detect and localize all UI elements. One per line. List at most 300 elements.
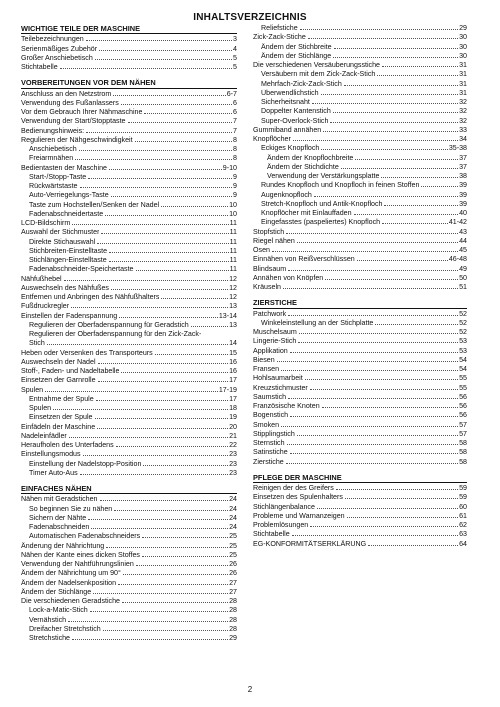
toc-dot-leader xyxy=(323,131,458,132)
toc-entry-title: Ändern der Nadelsenkposition xyxy=(21,578,117,587)
toc-entry-page: 38 xyxy=(459,172,467,180)
toc-entry-page: 58 xyxy=(459,448,467,457)
toc-entry[interactable] xyxy=(253,228,467,237)
toc-dot-leader xyxy=(142,556,228,557)
toc-dot-leader xyxy=(135,141,232,142)
toc-entry[interactable] xyxy=(253,521,467,530)
toc-entry[interactable] xyxy=(253,265,467,274)
toc-entry-page: 32 xyxy=(459,98,467,106)
toc-entry[interactable] xyxy=(21,127,237,136)
toc-entry-title: Einstellungsmodus xyxy=(21,450,81,459)
toc-entry[interactable] xyxy=(21,35,237,44)
toc-entry[interactable] xyxy=(253,117,467,126)
toc-entry-title: Stipplingstich xyxy=(253,429,295,438)
toc-entry[interactable] xyxy=(253,540,467,549)
toc-entry[interactable] xyxy=(21,238,237,247)
toc-dot-leader xyxy=(80,474,228,475)
toc-dot-leader xyxy=(72,224,228,225)
toc-entry[interactable] xyxy=(253,181,467,190)
toc-entry[interactable] xyxy=(21,616,237,625)
toc-entry-page: 56 xyxy=(459,392,467,401)
toc-entry-title: Ändern der Stichlänge xyxy=(261,51,332,60)
toc-entry-page: 61 xyxy=(459,511,467,520)
toc-entry-title: Lock-a-Matic-Stich xyxy=(29,606,88,615)
toc-dot-leader xyxy=(79,150,232,151)
toc-entry[interactable] xyxy=(21,376,237,385)
toc-entry-page: 13 xyxy=(229,302,237,311)
toc-section-heading: VORBEREITUNGEN VOR DEM NÄHEN xyxy=(21,78,237,88)
toc-entry-title: Nadeleinfädler xyxy=(21,431,67,440)
toc-entry-page: 17 xyxy=(229,376,237,385)
toc-dot-leader xyxy=(299,333,458,334)
toc-entry-page: 32 xyxy=(459,107,467,116)
toc-dot-leader xyxy=(287,444,459,445)
toc-entry-title: Nähen der Kante eines dicken Stoffes xyxy=(21,550,140,559)
toc-entry-page: 20 xyxy=(229,422,237,431)
toc-entry-title: Überwendlichstich xyxy=(261,88,319,97)
toc-entry[interactable] xyxy=(253,209,467,218)
toc-entry-page: 14 xyxy=(229,339,237,348)
toc-entry[interactable] xyxy=(21,423,237,432)
toc-dot-leader xyxy=(143,465,228,466)
toc-entry-page: 28 xyxy=(229,606,237,615)
toc-entry[interactable] xyxy=(21,201,237,210)
toc-entry[interactable] xyxy=(21,588,237,597)
toc-entry-page: 11 xyxy=(229,237,237,246)
toc-entry[interactable] xyxy=(253,274,467,283)
toc-entry-title: Nähen mit Geradstichen xyxy=(21,495,98,504)
toc-dot-leader xyxy=(330,122,458,123)
toc-entry[interactable] xyxy=(253,448,467,457)
toc-entry[interactable] xyxy=(21,349,237,358)
toc-entry-page: 54 xyxy=(459,355,467,364)
toc-dot-leader xyxy=(91,528,228,529)
toc-entry-page: 11 xyxy=(229,228,237,237)
toc-entry-page: 26 xyxy=(229,569,237,578)
toc-entry[interactable] xyxy=(253,89,467,98)
toc-entry-title: Fadenabschneiden xyxy=(29,523,90,531)
toc-entry-page: 52 xyxy=(459,318,467,327)
toc-entry[interactable] xyxy=(253,484,467,493)
toc-entry[interactable] xyxy=(21,469,237,478)
toc-entry[interactable] xyxy=(21,173,237,182)
toc-entry-title: Nähfußhebel xyxy=(21,274,62,283)
toc-dot-leader xyxy=(377,75,458,76)
toc-entry[interactable] xyxy=(21,579,237,588)
toc-entry-title: Fadenabschneidertaste xyxy=(29,209,104,218)
toc-entry-page: 45 xyxy=(459,246,467,254)
toc-entry[interactable] xyxy=(21,90,237,99)
toc-dot-leader xyxy=(341,168,458,169)
toc-entry[interactable] xyxy=(253,172,467,181)
toc-entry-title: Ändern der Stichdichte xyxy=(267,162,339,171)
toc-entry-title: Versäubern mit dem Zick-Zack-Stich xyxy=(261,70,376,79)
toc-dot-leader xyxy=(105,215,228,216)
toc-dot-leader xyxy=(68,621,228,622)
toc-entry-title: Regulieren der Nähgeschwindigkeit xyxy=(21,135,133,144)
toc-entry[interactable] xyxy=(21,495,237,504)
toc-entry[interactable] xyxy=(21,54,237,63)
toc-entry-title: Anschiebetisch xyxy=(29,145,77,153)
toc-entry-title: Doppelter Kantenstich xyxy=(261,107,331,116)
toc-entry[interactable] xyxy=(253,439,467,448)
toc-dot-leader xyxy=(69,437,228,438)
toc-entry[interactable] xyxy=(253,255,467,264)
toc-entry-page: 55 xyxy=(459,383,467,392)
page-number: 2 xyxy=(247,685,253,694)
toc-entry[interactable] xyxy=(21,551,237,560)
toc-entry[interactable] xyxy=(253,98,467,107)
toc-dot-leader xyxy=(347,517,458,518)
toc-dot-leader xyxy=(80,187,233,188)
toc-dot-leader xyxy=(83,455,229,456)
toc-entry[interactable] xyxy=(253,52,467,61)
toc-entry[interactable] xyxy=(253,493,467,502)
toc-entry[interactable] xyxy=(21,191,237,200)
toc-dot-leader xyxy=(384,205,458,206)
toc-entry-title: Stretchstiche xyxy=(29,634,71,642)
toc-dot-leader xyxy=(86,40,232,41)
toc-dot-leader xyxy=(297,435,458,436)
toc-entry[interactable] xyxy=(21,136,237,145)
toc-entry[interactable] xyxy=(21,450,237,459)
toc-entry[interactable] xyxy=(21,386,237,395)
toc-dot-leader xyxy=(109,261,229,262)
toc-entry-title: Auswechseln des Nähfußes xyxy=(21,283,109,292)
toc-dot-leader xyxy=(355,159,458,160)
toc-entry-page: 8 xyxy=(233,135,237,144)
toc-entry-title: Start-/Stopp-Taste xyxy=(29,172,87,181)
toc-entry[interactable] xyxy=(21,321,237,330)
toc-entry-page: 37 xyxy=(459,153,467,162)
toc-entry-title: Winkeleinstellung an der Stichplatte xyxy=(261,318,374,327)
toc-entry[interactable] xyxy=(253,70,467,79)
toc-entry[interactable] xyxy=(21,523,237,532)
toc-dot-leader xyxy=(325,279,458,280)
toc-entry-title: Auswechseln der Nadel xyxy=(21,357,96,366)
toc-entry[interactable] xyxy=(21,625,237,634)
toc-entry-page: 11 xyxy=(229,246,237,255)
toc-entry-page: 30 xyxy=(459,33,467,42)
toc-entry[interactable] xyxy=(21,256,237,265)
toc-dot-leader xyxy=(161,206,228,207)
toc-dot-leader xyxy=(290,416,458,417)
toc-entry[interactable] xyxy=(253,33,467,42)
toc-entry[interactable] xyxy=(21,404,237,413)
toc-entry[interactable] xyxy=(253,430,467,439)
toc-dot-leader xyxy=(98,381,229,382)
toc-entry-title: Stich xyxy=(29,339,45,348)
toc-entry-page: 8 xyxy=(233,145,237,153)
toc-entry[interactable] xyxy=(253,530,467,539)
toc-entry-title: Ändern der Nährichtung um 90° xyxy=(21,569,121,578)
toc-dot-leader xyxy=(305,379,458,380)
toc-dot-leader xyxy=(334,48,459,49)
toc-dot-leader xyxy=(118,584,228,585)
toc-entry[interactable] xyxy=(21,634,237,643)
toc-dot-leader xyxy=(75,159,232,160)
toc-entry[interactable] xyxy=(21,275,237,284)
toc-entry-title: Lingerie-Stich xyxy=(253,337,297,346)
toc-dot-leader xyxy=(99,50,232,51)
toc-dot-leader xyxy=(144,113,232,114)
toc-dot-leader xyxy=(116,446,228,447)
toc-entry-title: Ösen xyxy=(253,246,270,254)
toc-dot-leader xyxy=(136,565,228,566)
toc-entry-page: 22 xyxy=(229,441,237,449)
toc-entry-title: Stichtabelle xyxy=(253,530,290,539)
toc-entry[interactable] xyxy=(253,191,467,200)
toc-dot-leader xyxy=(97,428,228,429)
toc-entry-page: 52 xyxy=(459,309,467,318)
toc-dot-leader xyxy=(136,270,229,271)
toc-entry[interactable] xyxy=(21,432,237,441)
toc-entry[interactable] xyxy=(21,117,237,126)
toc-entry-page: 25 xyxy=(229,541,237,550)
toc-entry-title: Großer Anschiebetisch xyxy=(21,53,93,62)
toc-dot-leader xyxy=(95,418,229,419)
toc-entry-page: 50 xyxy=(459,273,467,282)
toc-entry[interactable] xyxy=(253,512,467,521)
toc-entry-page: 28 xyxy=(229,624,237,633)
toc-entry[interactable] xyxy=(21,606,237,615)
toc-entry-page: 27 xyxy=(229,587,237,596)
toc-entry-title: LCD-Bildschirm xyxy=(21,219,71,227)
toc-entry[interactable] xyxy=(253,43,467,52)
toc-section-heading: EINFACHES NÄHEN xyxy=(21,484,237,494)
toc-entry-title: Änderung der Nährichtung xyxy=(21,541,105,550)
toc-entry-title: Einsetzen der Garnrolle xyxy=(21,376,96,385)
toc-entry-title: Stichtabelle xyxy=(21,63,58,71)
toc-dot-leader xyxy=(155,354,228,355)
toc-entry[interactable] xyxy=(253,154,467,163)
toc-entry[interactable] xyxy=(253,237,467,246)
toc-dot-leader xyxy=(142,537,228,538)
toc-entry-title: Kräuseln xyxy=(253,283,281,291)
toc-dot-leader xyxy=(109,252,229,253)
toc-entry-page: 64 xyxy=(459,539,467,548)
toc-entry-page: 58 xyxy=(459,439,467,447)
toc-entry[interactable] xyxy=(21,505,237,514)
toc-entry[interactable] xyxy=(253,24,467,33)
toc-entry[interactable] xyxy=(21,182,237,191)
toc-entry[interactable] xyxy=(253,163,467,172)
toc-entry-title: Einstellung der Nadelstopp-Position xyxy=(29,459,142,468)
toc-dot-leader xyxy=(354,214,459,215)
toc-dot-leader xyxy=(314,196,458,197)
toc-entry-title: Probleme und Warnanzeigen xyxy=(253,511,345,520)
toc-entry[interactable] xyxy=(21,339,237,348)
toc-entry[interactable] xyxy=(21,542,237,551)
toc-entry-page: 24 xyxy=(229,513,237,522)
toc-entry[interactable] xyxy=(21,560,237,569)
toc-entry[interactable] xyxy=(253,144,467,153)
toc-entry[interactable] xyxy=(253,126,467,135)
toc-dot-leader xyxy=(292,535,458,536)
toc-dot-leader xyxy=(345,498,458,499)
toc-entry-page: 16 xyxy=(229,357,237,366)
toc-dot-leader xyxy=(121,372,228,373)
toc-entry[interactable] xyxy=(21,99,237,108)
toc-entry-title: Auto-Verriegelungs-Taste xyxy=(29,191,109,200)
toc-entry-page: 12 xyxy=(229,274,237,283)
page-title: INHALTSVERZEICHNIS xyxy=(193,12,307,23)
toc-dot-leader xyxy=(114,510,228,511)
toc-entry-page: 33 xyxy=(459,125,467,134)
toc-entry-page: 9 xyxy=(233,172,237,181)
toc-entry[interactable] xyxy=(21,63,237,72)
toc-entry[interactable] xyxy=(21,413,237,422)
toc-dot-leader xyxy=(288,315,458,316)
toc-dot-leader xyxy=(121,104,232,105)
toc-dot-leader xyxy=(297,242,458,243)
toc-entry-title: Hohlsaumarbeit xyxy=(253,374,303,383)
toc-dot-leader xyxy=(95,59,232,60)
toc-entry[interactable] xyxy=(21,367,237,376)
toc-entry-title: Verwendung der Verstärkungsplatte xyxy=(267,172,380,180)
toc-dot-leader xyxy=(72,639,228,640)
toc-entry-page: 11 xyxy=(229,256,237,264)
toc-dot-leader xyxy=(272,251,458,252)
toc-entry[interactable] xyxy=(21,312,237,321)
toc-entry[interactable] xyxy=(253,393,467,402)
toc-entry-page: 62 xyxy=(459,521,467,529)
toc-entry[interactable] xyxy=(253,411,467,420)
toc-entry[interactable] xyxy=(21,210,237,219)
toc-entry-page: 51 xyxy=(459,283,467,291)
toc-entry[interactable] xyxy=(21,330,237,339)
toc-dot-leader xyxy=(336,489,458,490)
toc-entry[interactable] xyxy=(21,145,237,154)
toc-entry-title: Bedienungshinweis: xyxy=(21,126,85,135)
toc-entry[interactable] xyxy=(21,441,237,450)
toc-dot-leader xyxy=(106,547,228,548)
toc-entry[interactable] xyxy=(253,337,467,346)
toc-entry[interactable] xyxy=(253,402,467,411)
toc-entry[interactable] xyxy=(253,328,467,337)
toc-entry-title: Kreuzstichmuster xyxy=(253,383,308,392)
toc-entry[interactable] xyxy=(253,107,467,116)
toc-dot-leader xyxy=(290,352,458,353)
toc-entry[interactable] xyxy=(253,80,467,89)
toc-entry[interactable] xyxy=(253,200,467,209)
toc-dot-leader xyxy=(381,177,458,178)
toc-entry[interactable] xyxy=(253,374,467,383)
toc-entry-page: 24 xyxy=(229,504,237,513)
toc-entry[interactable] xyxy=(21,265,237,274)
toc-entry[interactable] xyxy=(253,218,467,227)
toc-entry-title: Blindsaum xyxy=(253,264,287,273)
toc-entry-page: 52 xyxy=(459,328,467,336)
toc-entry-title: Die verschiedenen Geradstiche xyxy=(21,597,120,605)
toc-entry-title: Timer Auto-Aus xyxy=(29,468,78,477)
toc-entry-page: 11 xyxy=(229,265,237,274)
toc-entry-title: Freiarmnähen xyxy=(29,154,74,163)
toc-entry[interactable] xyxy=(21,247,237,256)
toc-dot-leader xyxy=(122,602,228,603)
toc-entry[interactable] xyxy=(253,135,467,144)
toc-entry[interactable] xyxy=(21,395,237,404)
toc-entry-page: 41-42 xyxy=(448,218,467,227)
toc-entry-page: 28 xyxy=(229,615,237,624)
toc-entry-title: Biesen xyxy=(253,355,275,364)
toc-dot-leader xyxy=(310,526,458,527)
toc-entry-page: 31 xyxy=(459,88,467,97)
toc-entry-page: 32 xyxy=(459,116,467,125)
toc-entry-page: 44 xyxy=(459,236,467,245)
toc-entry-title: Smoken xyxy=(253,420,280,429)
toc-dot-leader xyxy=(47,344,228,345)
toc-entry[interactable] xyxy=(253,283,467,292)
toc-entry-title: Anschluss an den Netzstrom xyxy=(21,89,112,98)
toc-entry[interactable] xyxy=(21,45,237,54)
toc-entry-page: 5 xyxy=(233,53,237,62)
toc-dot-leader xyxy=(298,342,458,343)
toc-dot-leader xyxy=(290,453,458,454)
toc-entry-page: 40 xyxy=(459,209,467,217)
toc-entry-page: 60 xyxy=(459,502,467,511)
toc-entry[interactable] xyxy=(21,302,237,311)
toc-dot-leader xyxy=(53,409,228,410)
toc-dot-leader xyxy=(113,95,225,96)
toc-entry[interactable] xyxy=(253,503,467,512)
toc-entry-title: Regulieren der Oberfadenspannung für den Zick-Zack- xyxy=(29,330,202,338)
toc-entry[interactable] xyxy=(253,347,467,356)
toc-entry[interactable] xyxy=(253,365,467,374)
toc-entry[interactable] xyxy=(253,319,467,328)
toc-entry[interactable] xyxy=(253,310,467,319)
toc-entry[interactable] xyxy=(253,61,467,70)
toc-dot-leader xyxy=(421,186,458,187)
toc-entry-title: Heraufholen des Unterfadens xyxy=(21,441,114,449)
toc-entry[interactable] xyxy=(21,460,237,469)
toc-entry-title: Ändern der Stichlänge xyxy=(21,587,92,596)
toc-entry[interactable] xyxy=(21,108,237,117)
toc-entry-page: 19 xyxy=(229,413,237,422)
toc-entry-page: 21 xyxy=(229,431,237,440)
toc-entry[interactable] xyxy=(21,514,237,523)
toc-entry[interactable] xyxy=(253,421,467,430)
toc-entry[interactable] xyxy=(21,569,237,578)
toc-entry-page: 9-10 xyxy=(222,163,237,172)
toc-entry-title: Regulieren der Oberfadenspannung für Geradstich xyxy=(29,320,189,329)
toc-entry[interactable] xyxy=(253,246,467,255)
toc-entry[interactable] xyxy=(21,597,237,606)
toc-entry-page: 25 xyxy=(229,532,237,541)
toc-entry[interactable] xyxy=(21,219,237,228)
toc-dot-leader xyxy=(333,57,458,58)
toc-entry-page: 3 xyxy=(233,35,237,44)
toc-entry[interactable] xyxy=(21,228,237,237)
toc-entry[interactable] xyxy=(253,356,467,365)
toc-entry[interactable] xyxy=(253,458,467,467)
toc-dot-leader xyxy=(90,611,228,612)
toc-entry[interactable] xyxy=(21,164,237,173)
toc-entry[interactable] xyxy=(21,358,237,367)
toc-entry-title: Entfernen und Anbringen des Nähfußhalters xyxy=(21,293,160,301)
toc-entry-title: Verwendung der Nahtführungslinien xyxy=(21,560,134,568)
toc-entry-page: 39 xyxy=(459,181,467,190)
toc-entry[interactable] xyxy=(253,384,467,393)
toc-entry-page: 15 xyxy=(229,348,237,357)
toc-entry-title: Vernähstich xyxy=(29,615,67,624)
toc-entry[interactable] xyxy=(21,293,237,302)
toc-entry[interactable] xyxy=(21,284,237,293)
toc-entry-page: 17 xyxy=(229,394,237,403)
toc-entry-title: Stoff-, Faden- und Nadeltabelle xyxy=(21,367,120,375)
toc-entry[interactable] xyxy=(21,154,237,163)
toc-entry[interactable] xyxy=(21,532,237,541)
